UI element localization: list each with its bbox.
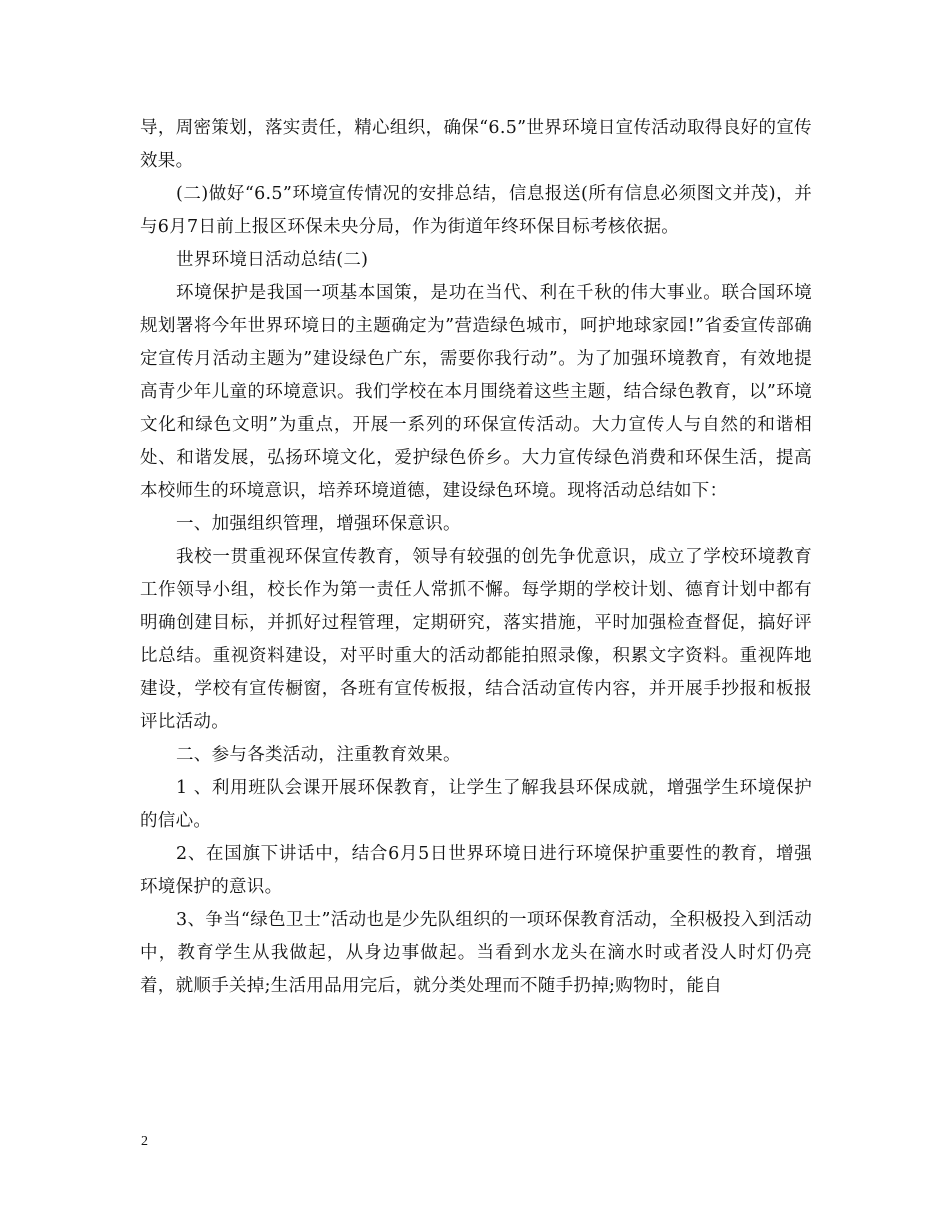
- list-item-3: 3、争当“绿色卫士”活动也是少先队组织的一项环保教育活动，全积极投入到活动中，教育学生从我做起，从身边事做起。当看到水龙头在滴水时或者没人时灯仍亮着，就顺手关掉;生活用品用完后，就分类处理而不随手扔掉;购物时，能自: [140, 910, 812, 996]
- list-item-1: 1 、利用班队会课开展环保教育，让学生了解我县环保成就，增强学生环境保护的信心。: [140, 778, 812, 831]
- paragraph-info-report: (二)做好“6.5”环境宣传情况的安排总结，信息报送(所有信息必须图文并茂)，并与6月7日前上报区环保未央分局，作为街道年终环保目标考核依据。: [140, 184, 812, 237]
- heading-activities: 二、参与各类活动，注重教育效果。: [176, 745, 461, 765]
- paragraph-organization: 我校一贯重视环保宣传教育，领导有较强的创先争优意识，成立了学校环境教育工作领导小组，校长作为第一责任人常抓不懈。每学期的学校计划、德育计划中都有明确创建目标，并抓好过程管理，定期研究，落实措施，平时加强检查督促，搞好评比总结。重视资料建设，对平时重大的活动都能拍照录像，积累文字资料。重视阵地建设，学校有宣传橱窗，各班有宣传板报，结合活动宣传内容，并开展手抄报和板报评比活动。: [140, 547, 812, 732]
- paragraph-intro: 环境保护是我国一项基本国策，是功在当代、利在千秋的伟大事业。联合国环境规划署将今年世界环境日的主题确定为”营造绿色城市，呵护地球家园!”省委宣传部确定宣传月活动主题为”建设绿色广东，需要你我行动”。为了加强环境教育，有效地提高青少年儿童的环境意识。我们学校在本月围绕着这些主题，结合绿色教育，以”环境文化和绿色文明”为重点，开展一系列的环保宣传活动。大力宣传人与自然的和谐相处、和谐发展，弘扬环境文化，爱护绿色侨乡。大力宣传绿色消费和环保生活，提高本校师生的环境意识，培养环境道德，建设绿色环境。现将活动总结如下：: [140, 283, 812, 501]
- paragraph-continuation: 导，周密策划，落实责任，精心组织，确保“6.5”世界环境日宣传活动取得良好的宣传效果。: [140, 118, 812, 171]
- list-item-2: 2、在国旗下讲话中，结合6月5日世界环境日进行环境保护重要性的教育，增强环境保护的意识。: [140, 844, 812, 897]
- section-heading-summary-2: 世界环境日活动总结(二): [176, 250, 369, 270]
- heading-organization: 一、加强组织管理，增强环保意识。: [176, 514, 461, 534]
- page-number: 2: [141, 1134, 148, 1149]
- document-body: [140, 112, 812, 1003]
